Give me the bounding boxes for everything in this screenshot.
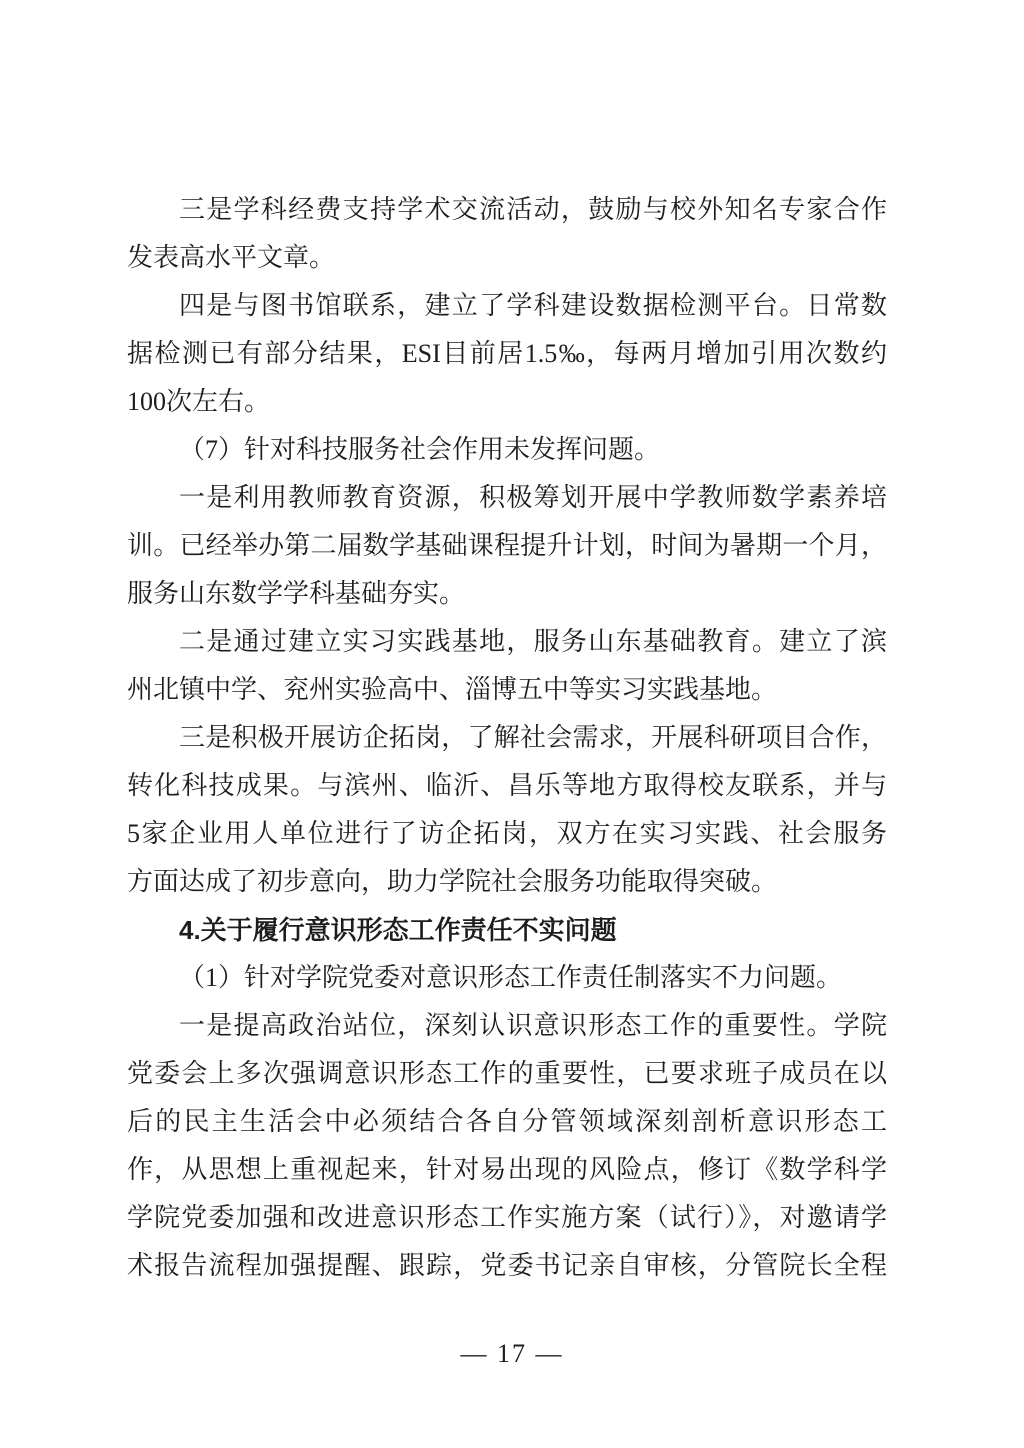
text-line: 转化科技成果。与滨州、临沂、昌乐等地方取得校友联系，并与 [127, 771, 887, 800]
text-line: 术报告流程加强提醒、跟踪，党委书记亲自审核，分管院长全程 [127, 1251, 887, 1280]
text-line: 方面达成了初步意向，助力学院社会服务功能取得突破。 [127, 867, 778, 896]
paragraph [127, 954, 887, 1002]
text-line: 4.关于履行意识形态工作责任不实问题 [179, 915, 617, 945]
text-line: 三是学科经费支持学术交流活动，鼓励与校外知名专家合作 [179, 195, 887, 224]
text-line: 党委会上多次强调意识形态工作的重要性，已要求班子成员在以 [127, 1059, 887, 1088]
text-line: 据检测已有部分结果，ESI目前居1.5‰，每两月增加引用次数约 [127, 339, 887, 368]
text-line: 四是与图书馆联系，建立了学科建设数据检测平台。日常数 [179, 291, 887, 320]
text-line: 后的民主生活会中必须结合各自分管领域深刻剖析意识形态工 [127, 1107, 887, 1136]
text-line: 三是积极开展访企拓岗，了解社会需求，开展科研项目合作， [179, 723, 887, 752]
text-line: 5家企业用人单位进行了访企拓岗，双方在实习实践、社会服务 [127, 819, 887, 848]
text-line: 训。已经举办第二届数学基础课程提升计划，时间为暑期一个月， [127, 531, 887, 560]
text-line: 100次左右。 [127, 387, 271, 416]
text-line: 一是利用教师教育资源，积极筹划开展中学教师数学素养培 [179, 483, 887, 512]
paragraph [127, 1002, 887, 1290]
section-heading [127, 906, 887, 954]
page-number: — 17 — [460, 1339, 564, 1368]
text-line: （1）针对学院党委对意识形态工作责任制落实不力问题。 [179, 963, 843, 992]
document-body [127, 186, 887, 1290]
text-line: 服务山东数学学科基础夯实。 [127, 579, 466, 608]
text-line: 学院党委加强和改进意识形态工作实施方案（试行）》，对邀请学 [127, 1203, 887, 1232]
text-line: 州北镇中学、兖州实验高中、淄博五中等实习实践基地。 [127, 675, 778, 704]
text-line: 发表高水平文章。 [127, 243, 336, 272]
paragraph [127, 186, 887, 282]
paragraph [127, 618, 887, 714]
text-line: 作，从思想上重视起来，针对易出现的风险点，修订《数学科学 [127, 1155, 887, 1184]
text-line: 二是通过建立实习实践基地，服务山东基础教育。建立了滨 [179, 627, 887, 656]
page-footer [0, 1334, 1024, 1374]
paragraph [127, 282, 887, 426]
paragraph [127, 714, 887, 906]
paragraph [127, 426, 887, 474]
text-line: （7）针对科技服务社会作用未发挥问题。 [179, 435, 661, 464]
text-line: 一是提高政治站位，深刻认识意识形态工作的重要性。学院 [179, 1011, 887, 1040]
paragraph [127, 474, 887, 618]
